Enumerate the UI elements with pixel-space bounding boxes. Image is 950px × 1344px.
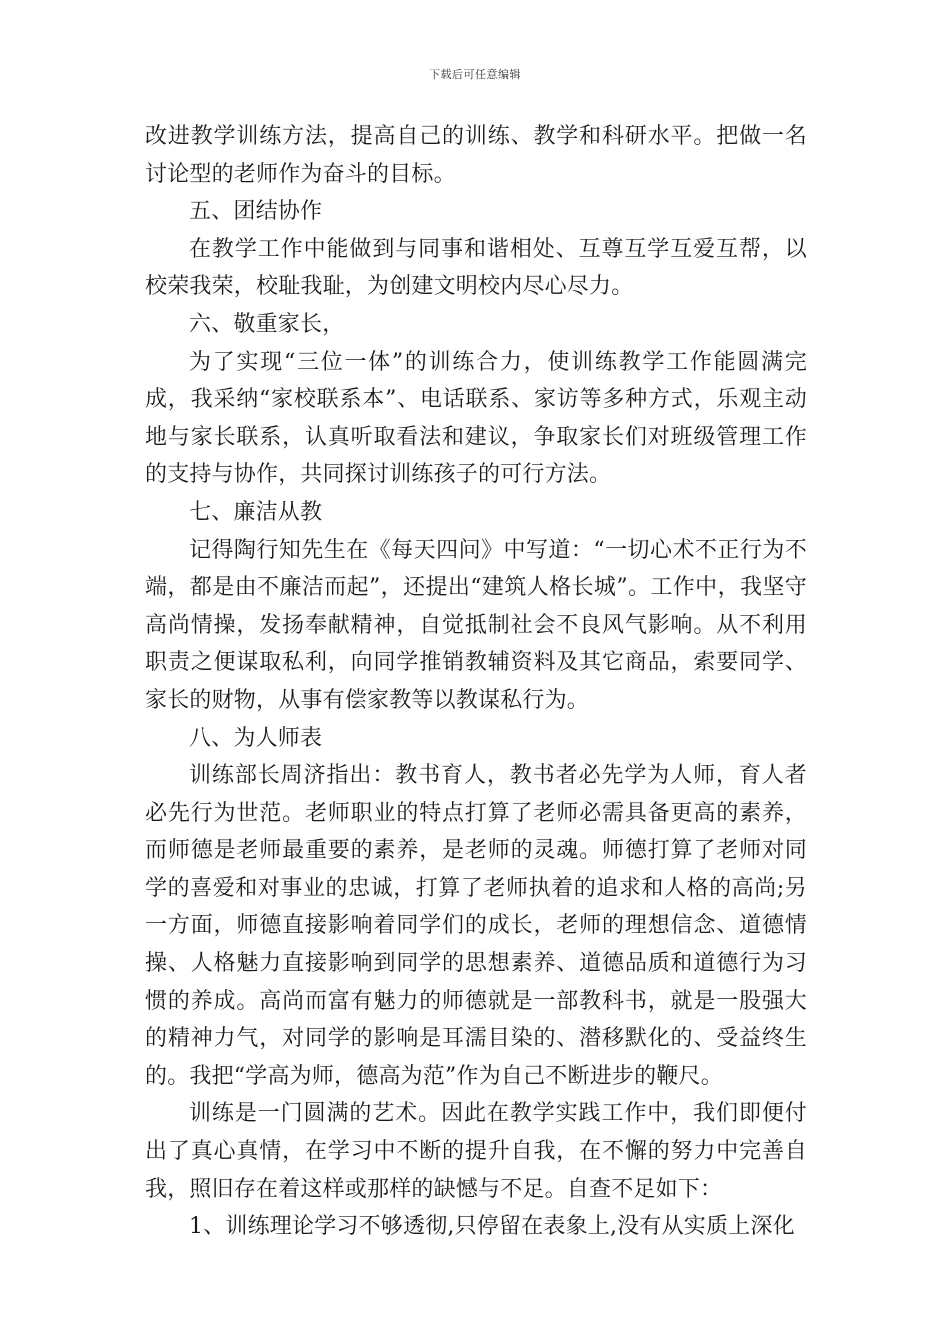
section-heading-5: 五、团结协作 — [189, 199, 323, 225]
document-body — [145, 118, 807, 1246]
paragraph-continuation: 改进教学训练方法，提高自己的训练、教学和科研水平。把做一名讨论型的老师作为奋斗的目标。 — [145, 124, 807, 187]
paragraph: 训练部长周济指出：教书育人，教书者必先学为人师，育人者必先行为世范。老师职业的特点打算了老师必需具备更高的素养，而师德是老师最重要的素养，是老师的灵魂。师德打算了老师对同学的喜爱和对事业的忠诚，打算了老师执着的追求和人格的高尚;另一方面，师德直接影响着同学们的成长，老师的理想信念、道德情操、人格魅力直接影响到同学的思想素养、道德品质和道德行为习惯的养成。高尚而富有魅力的师德就是一部教科书，就是一股强大的精神力气，对同学的影响是耳濡目染的、潜移默化的、受益终生的。我把“学高为师，德高为范”作为自己不断进步的鞭尺。 — [145, 763, 807, 1089]
list-item: 1、训练理论学习不够透彻,只停留在表象上,没有从实质上深化 — [189, 1214, 795, 1240]
paragraph: 为了实现“三位一体”的训练合力，使训练教学工作能圆满完成，我采纳“家校联系本”、电话联系、家访等多种方式，乐观主动地与家长联系，认真听取看法和建议，争取家长们对班级管理工作的支持与协作，共同探讨训练孩子的可行方法。 — [145, 349, 807, 488]
paragraph: 在教学工作中能做到与同事和谐相处、互尊互学互爱互帮，以校荣我荣，校耻我耻，为创建文明校内尽心尽力。 — [145, 236, 807, 300]
section-heading-8: 八、为人师表 — [189, 725, 323, 751]
paragraph: 记得陶行知先生在《每天四问》中写道：“一切心术不正行为不端，都是由不廉洁而起”，还提出“建筑人格长城”。工作中，我坚守高尚情操，发扬奉献精神，自觉抵制社会不良风气影响。从不利用职责之便谋取私利，向同学推销教辅资料及其它商品，索要同学、家长的财物，从事有偿家教等以教谋私行为。 — [145, 537, 807, 713]
page-header: 下载后可任意编辑 — [429, 68, 521, 81]
section-heading-7: 七、廉洁从教 — [189, 499, 323, 525]
paragraph: 训练是一门圆满的艺术。因此在教学实践工作中，我们即便付出了真心真情，在学习中不断的提升自我，在不懈的努力中完善自我，照旧存在着这样或那样的缺憾与不足。自查不足如下： — [145, 1101, 807, 1202]
section-heading-6: 六、敬重家长， — [189, 311, 345, 337]
